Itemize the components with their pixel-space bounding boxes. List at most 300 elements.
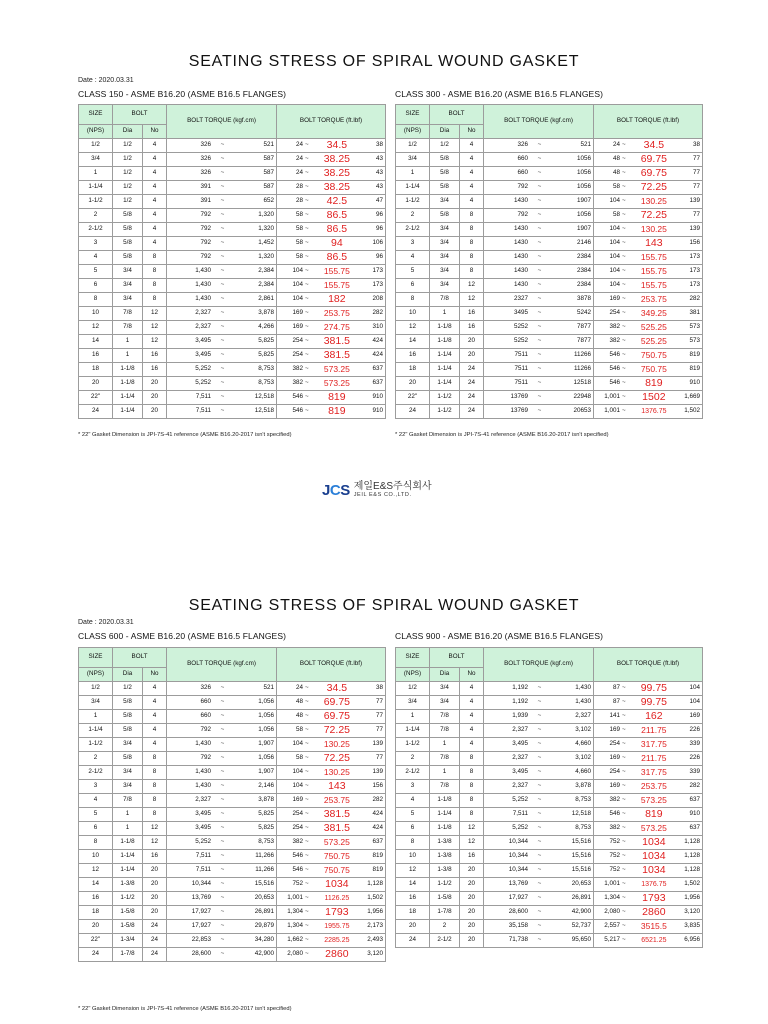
tilde-separator: ~ [220, 796, 225, 804]
torque-min-value: 3495 [514, 309, 529, 317]
seating-stress-value: 317.75 [640, 767, 667, 778]
seating-stress-value: 130.25 [640, 196, 667, 207]
torque-kgf-cell [484, 377, 594, 391]
torque-min-value: 5,252 [195, 379, 212, 387]
tilde-separator: ~ [537, 894, 542, 902]
torque-min-value: 48 [296, 698, 304, 706]
table-row [396, 766, 703, 780]
torque-ftlbf-cell [594, 335, 703, 349]
torque-kgf-cell [167, 808, 277, 822]
torque-ftlbf-cell [594, 766, 703, 780]
torque-min-value: 10,344 [508, 838, 529, 846]
bolt-dia-cell: 3/4 [430, 265, 460, 279]
torque-max-value: 2,861 [258, 295, 275, 303]
table-row [79, 724, 386, 738]
torque-max-value: 106 [372, 239, 384, 247]
torque-max-value: 4,660 [575, 740, 592, 748]
torque-max-value: 1907 [577, 197, 592, 205]
bolt-dia-cell: 2-1/2 [430, 934, 460, 948]
torque-min-value: 7511 [514, 365, 529, 373]
bolt-no-cell: 8 [143, 808, 167, 822]
torque-max-value: 5,825 [258, 337, 275, 345]
table-row [396, 808, 703, 822]
tilde-separator: ~ [537, 141, 542, 149]
torque-min-value: 660 [517, 155, 529, 163]
bolt-dia-cell: 1 [430, 738, 460, 752]
tilde-separator: ~ [622, 768, 626, 776]
torque-min-value: 1430 [514, 281, 529, 289]
torque-max-value: 96 [376, 253, 384, 261]
bolt-dia-cell: 7/8 [430, 724, 460, 738]
torque-min-value: 546 [292, 393, 304, 401]
nps-header: (NPS) [79, 668, 113, 682]
torque-max-value: 43 [376, 183, 384, 191]
torque-ftlbf-cell [277, 139, 386, 153]
torque-max-value: 77 [376, 698, 384, 706]
table-row [396, 153, 703, 167]
table-row [396, 920, 703, 934]
tilde-separator: ~ [537, 323, 542, 331]
tilde-separator: ~ [305, 922, 309, 930]
torque-kgf-cell [484, 237, 594, 251]
size-cell: 20 [396, 920, 430, 934]
torque-max-value: 26,891 [254, 908, 275, 916]
seating-stress-value: 2285.25 [324, 937, 350, 944]
tilde-separator: ~ [305, 337, 309, 345]
bolt-no-cell: 4 [143, 139, 167, 153]
size-cell: 3 [396, 780, 430, 794]
table-row [79, 139, 386, 153]
seating-stress-value: 99.75 [640, 696, 667, 709]
torque-ftlbf-cell [277, 349, 386, 363]
table-row [396, 682, 703, 696]
torque-max-value: 1,956 [684, 894, 701, 902]
bolt-dia-cell: 1-1/8 [430, 321, 460, 335]
torque-min-value: 382 [292, 379, 304, 387]
nps-header: (NPS) [396, 668, 430, 682]
torque-max-value: 819 [372, 852, 384, 860]
bolt-dia-cell: 1/2 [113, 181, 143, 195]
seating-stress-value: 525.25 [640, 322, 667, 333]
torque-max-value: 8,753 [575, 824, 592, 832]
seating-stress-value: 573.25 [640, 823, 667, 834]
size-cell: 1 [79, 710, 113, 724]
torque-kgf-cell [484, 934, 594, 948]
tilde-separator: ~ [220, 253, 225, 261]
size-cell: 12 [396, 321, 430, 335]
seating-stress-value: 130.25 [640, 224, 667, 235]
bolt-dia-cell: 1 [113, 808, 143, 822]
company-logo [322, 480, 452, 500]
torque-min-value: 17,927 [191, 922, 212, 930]
torque-max-value: 1,502 [367, 894, 384, 902]
bolt-dia-cell: 1-3/8 [430, 836, 460, 850]
torque-min-value: 104 [292, 281, 304, 289]
bolt-no-cell: 16 [143, 349, 167, 363]
seating-stress-value: 3515.5 [640, 921, 667, 932]
page-title: SEATING STRESS OF SPIRAL WOUND GASKET [188, 597, 580, 614]
bolt-dia-cell: 1-3/8 [430, 850, 460, 864]
bolt-dia-cell: 1-1/4 [430, 377, 460, 391]
torque-min-value: 13,769 [191, 894, 212, 902]
tilde-separator: ~ [537, 295, 542, 303]
bolt-no-cell: 4 [143, 223, 167, 237]
table-row [396, 293, 703, 307]
seating-stress-value: 72.25 [640, 209, 667, 222]
torque-min-value: 1430 [514, 197, 529, 205]
table-row [79, 892, 386, 906]
bolt-no-cell: 4 [143, 682, 167, 696]
seating-stress-value: 34.5 [643, 139, 665, 152]
bolt-no-cell: 4 [143, 696, 167, 710]
torque-max-value: 1,320 [258, 225, 275, 233]
size-cell: 2-1/2 [396, 223, 430, 237]
table-row [79, 836, 386, 850]
torque-ftlbf-cell [594, 209, 703, 223]
torque-ftlbf-header: BOLT TORQUE (ft.lbf) [594, 105, 703, 139]
table-row [396, 794, 703, 808]
torque-ftlbf-cell [277, 948, 386, 962]
torque-ftlbf-cell [594, 906, 703, 920]
page-title: SEATING STRESS OF SPIRAL WOUND GASKET [188, 53, 580, 70]
torque-kgf-cell [484, 906, 594, 920]
torque-min-value: 48 [613, 155, 621, 163]
tilde-separator: ~ [220, 239, 225, 247]
torque-kgf-cell [167, 223, 277, 237]
tilde-separator: ~ [220, 351, 225, 359]
table-row [396, 906, 703, 920]
torque-max-value: 11,266 [255, 852, 275, 860]
size-cell: 12 [79, 321, 113, 335]
seating-stress-value: 573.25 [640, 795, 667, 806]
size-cell: 2 [396, 209, 430, 223]
torque-max-value: 3,120 [367, 950, 384, 958]
table-row [79, 696, 386, 710]
bolt-no-cell: 20 [460, 349, 484, 363]
bolt-dia-cell: 5/8 [113, 696, 143, 710]
tilde-separator: ~ [537, 239, 542, 247]
table-row [396, 307, 703, 321]
tilde-separator: ~ [220, 211, 225, 219]
torque-min-value: 546 [609, 810, 621, 818]
bolt-no-cell: 20 [460, 864, 484, 878]
torque-max-value: 77 [693, 169, 701, 177]
table-row [79, 293, 386, 307]
table-row [79, 363, 386, 377]
size-cell: 5 [79, 808, 113, 822]
torque-max-value: 1,452 [258, 239, 275, 247]
torque-min-value: 1,001 [604, 407, 621, 415]
logo-korean-name: 제일E&S주식회사 [353, 480, 432, 492]
tilde-separator: ~ [305, 712, 309, 720]
size-cell: 18 [396, 363, 430, 377]
torque-min-value: 326 [200, 155, 212, 163]
torque-max-value: 5,825 [258, 810, 275, 818]
seating-stress-value: 381.5 [323, 822, 350, 835]
bolt-dia-cell: 3/4 [113, 279, 143, 293]
torque-kgf-cell [167, 195, 277, 209]
table-row [79, 265, 386, 279]
seating-stress-value: 155.75 [640, 266, 667, 277]
bolt-no-cell: 4 [143, 209, 167, 223]
torque-min-value: 1,192 [512, 684, 529, 692]
torque-max-value: 3,102 [575, 726, 592, 734]
tilde-separator: ~ [305, 407, 309, 415]
footnote: * 22" Gasket Dimension is JPI-7S-41 reference (ASME B16.20-2017 isn't specified) [78, 432, 292, 438]
torque-max-value: 587 [263, 183, 275, 191]
size-cell: 3 [79, 237, 113, 251]
torque-min-value: 13,769 [508, 880, 529, 888]
torque-min-value: 28,600 [191, 950, 212, 958]
tilde-separator: ~ [622, 155, 626, 163]
torque-ftlbf-cell [594, 850, 703, 864]
torque-max-value: 1,907 [258, 740, 275, 748]
torque-min-value: 7511 [514, 379, 529, 387]
size-cell: 6 [396, 822, 430, 836]
torque-ftlbf-cell [277, 279, 386, 293]
seating-stress-value: 573.25 [323, 837, 350, 848]
seating-stress-value: 381.5 [323, 349, 350, 362]
torque-max-value: 38 [376, 684, 384, 692]
tilde-separator: ~ [537, 684, 542, 692]
tilde-separator: ~ [305, 782, 309, 790]
torque-kgf-cell [484, 335, 594, 349]
bolt-dia-cell: 5/8 [430, 153, 460, 167]
torque-kgf-cell [167, 265, 277, 279]
torque-ftlbf-cell [277, 153, 386, 167]
seating-stress-value: 72.25 [323, 724, 350, 737]
seating-stress-value: 86.5 [326, 209, 348, 222]
torque-min-value: 104 [609, 253, 621, 261]
torque-max-value: 637 [372, 379, 384, 387]
tilde-separator: ~ [220, 838, 225, 846]
size-cell: 24 [79, 405, 113, 419]
size-cell: 24 [396, 934, 430, 948]
torque-min-value: 254 [609, 740, 621, 748]
bolt-dia-cell: 1-1/8 [430, 822, 460, 836]
tilde-separator: ~ [220, 337, 225, 345]
torque-ftlbf-cell [594, 391, 703, 405]
torque-max-value: 1,128 [367, 880, 384, 888]
bolt-dia-cell: 1-1/4 [113, 850, 143, 864]
seating-stress-value: 274.75 [323, 322, 350, 333]
tilde-separator: ~ [622, 740, 626, 748]
size-cell: 5 [396, 265, 430, 279]
torque-min-value: 1,430 [195, 295, 212, 303]
torque-min-value: 1430 [514, 239, 529, 247]
size-cell: 1/2 [79, 139, 113, 153]
class-label: CLASS 300 - ASME B16.20 (ASME B16.5 FLANGES) [395, 89, 604, 99]
seating-stress-value: 317.75 [640, 739, 667, 750]
torque-kgf-cell [167, 237, 277, 251]
size-cell: 1-1/4 [79, 724, 113, 738]
tilde-separator: ~ [305, 754, 309, 762]
table-row [79, 738, 386, 752]
torque-min-value: 5,217 [604, 936, 621, 944]
torque-ftlbf-cell [594, 752, 703, 766]
torque-max-value: 95,650 [571, 936, 592, 944]
seating-stress-value: 34.5 [326, 139, 348, 152]
tilde-separator: ~ [537, 908, 542, 916]
size-cell: 2 [396, 752, 430, 766]
torque-max-value: 77 [376, 726, 384, 734]
date-label: Date : 2020.03.31 [78, 619, 134, 626]
bolt-no-cell: 16 [460, 321, 484, 335]
bolt-no-cell: 8 [143, 279, 167, 293]
bolt-dia-cell: 1-1/8 [113, 363, 143, 377]
torque-max-value: 139 [372, 768, 384, 776]
tilde-separator: ~ [622, 169, 626, 177]
torque-kgf-cell [167, 752, 277, 766]
tilde-separator: ~ [305, 740, 309, 748]
torque-kgf-cell [484, 850, 594, 864]
torque-kgf-cell [167, 766, 277, 780]
torque-ftlbf-cell [594, 349, 703, 363]
torque-kgf-cell [484, 696, 594, 710]
table-row [79, 878, 386, 892]
torque-kgf-cell [484, 181, 594, 195]
torque-min-value: 7,511 [195, 393, 212, 401]
torque-kgf-cell [484, 139, 594, 153]
bolt-dia-cell: 3/4 [430, 195, 460, 209]
torque-min-value: 2,557 [604, 922, 621, 930]
tilde-separator: ~ [220, 295, 225, 303]
seating-stress-value: 38.25 [323, 181, 350, 194]
bolt-no-cell: 8 [460, 780, 484, 794]
torque-ftlbf-cell [277, 223, 386, 237]
table-row [79, 808, 386, 822]
torque-min-value: 546 [609, 379, 621, 387]
torque-max-value: 1056 [577, 169, 592, 177]
tilde-separator: ~ [622, 712, 626, 720]
tilde-separator: ~ [220, 824, 225, 832]
torque-max-value: 1,430 [575, 684, 592, 692]
torque-kgf-cell [167, 349, 277, 363]
torque-max-value: 15,516 [571, 838, 592, 846]
bolt-dia-cell: 7/8 [430, 293, 460, 307]
torque-kgf-cell [167, 377, 277, 391]
bolt-dia-cell: 1-3/4 [113, 934, 143, 948]
torque-kgf-cell [167, 920, 277, 934]
torque-kgf-cell [167, 209, 277, 223]
torque-max-value: 424 [372, 824, 384, 832]
tilde-separator: ~ [305, 309, 309, 317]
bolt-dia-cell: 1-5/8 [113, 906, 143, 920]
table-row [79, 864, 386, 878]
tilde-separator: ~ [305, 183, 309, 191]
bolt-dia-cell: 5/8 [113, 223, 143, 237]
torque-max-value: 104 [689, 698, 701, 706]
no-header: No [460, 668, 484, 682]
table-row [396, 724, 703, 738]
tilde-separator: ~ [622, 225, 626, 233]
size-cell: 4 [396, 251, 430, 265]
size-cell: 2 [79, 209, 113, 223]
torque-kgf-cell [167, 307, 277, 321]
bolt-no-cell: 16 [460, 307, 484, 321]
bolt-dia-cell: 1/2 [113, 195, 143, 209]
torque-min-value: 2,327 [512, 782, 529, 790]
torque-max-value: 910 [372, 393, 384, 401]
torque-max-value: 173 [372, 267, 384, 275]
torque-min-value: 58 [296, 225, 304, 233]
bolt-dia-cell: 1-1/8 [113, 836, 143, 850]
tilde-separator: ~ [537, 211, 542, 219]
torque-max-value: 38 [693, 141, 701, 149]
size-cell: 1-1/4 [396, 724, 430, 738]
bolt-header: BOLT [113, 105, 167, 125]
seating-stress-value: 69.75 [640, 167, 667, 180]
bolt-no-cell: 4 [143, 237, 167, 251]
torque-ftlbf-cell [594, 738, 703, 752]
tilde-separator: ~ [305, 169, 309, 177]
tilde-separator: ~ [220, 726, 225, 734]
bolt-no-cell: 8 [460, 794, 484, 808]
torque-ftlbf-cell [594, 153, 703, 167]
torque-min-value: 382 [609, 824, 621, 832]
bolt-no-cell: 12 [143, 822, 167, 836]
no-header: No [460, 125, 484, 139]
torque-min-value: 7,511 [195, 407, 212, 415]
seating-stress-value: 253.75 [640, 294, 667, 305]
tilde-separator: ~ [622, 239, 626, 247]
torque-min-value: 24 [296, 684, 304, 692]
torque-ftlbf-cell [594, 195, 703, 209]
tilde-separator: ~ [220, 908, 225, 916]
torque-ftlbf-cell [594, 794, 703, 808]
torque-max-value: 8,753 [575, 796, 592, 804]
torque-max-value: 38 [376, 141, 384, 149]
tilde-separator: ~ [622, 183, 626, 191]
torque-min-value: 1,304 [287, 922, 304, 930]
size-cell: 14 [396, 878, 430, 892]
torque-max-value: 3,878 [258, 796, 275, 804]
size-cell: 8 [79, 836, 113, 850]
bolt-dia-cell: 3/4 [113, 738, 143, 752]
seating-stress-value: 69.75 [323, 710, 350, 723]
torque-min-value: 660 [517, 169, 529, 177]
torque-max-value: 1,502 [684, 880, 701, 888]
size-cell: 14 [79, 335, 113, 349]
seating-stress-value: 1502 [642, 391, 666, 404]
torque-max-value: 173 [689, 281, 701, 289]
dia-header: Dia [430, 668, 460, 682]
bolt-no-cell: 4 [143, 153, 167, 167]
tilde-separator: ~ [220, 684, 225, 692]
torque-min-value: 7,511 [195, 866, 212, 874]
torque-ftlbf-cell [594, 363, 703, 377]
tilde-separator: ~ [305, 211, 309, 219]
torque-max-value: 2,327 [575, 712, 592, 720]
torque-kgf-cell [167, 850, 277, 864]
size-cell: 1-1/2 [79, 738, 113, 752]
torque-ftlbf-cell [277, 710, 386, 724]
bolt-dia-cell: 7/8 [430, 752, 460, 766]
nps-header: (NPS) [79, 125, 113, 139]
bolt-no-cell: 8 [143, 251, 167, 265]
tilde-separator: ~ [537, 309, 542, 317]
bolt-dia-cell: 7/8 [113, 321, 143, 335]
torque-kgf-cell [484, 251, 594, 265]
tilde-separator: ~ [537, 351, 542, 359]
torque-max-value: 43 [376, 155, 384, 163]
bolt-no-cell: 20 [143, 405, 167, 419]
torque-ftlbf-cell [277, 405, 386, 419]
tilde-separator: ~ [220, 379, 225, 387]
bolt-dia-cell: 1 [430, 307, 460, 321]
tilde-separator: ~ [622, 365, 626, 373]
bolt-dia-cell: 1-5/8 [430, 892, 460, 906]
